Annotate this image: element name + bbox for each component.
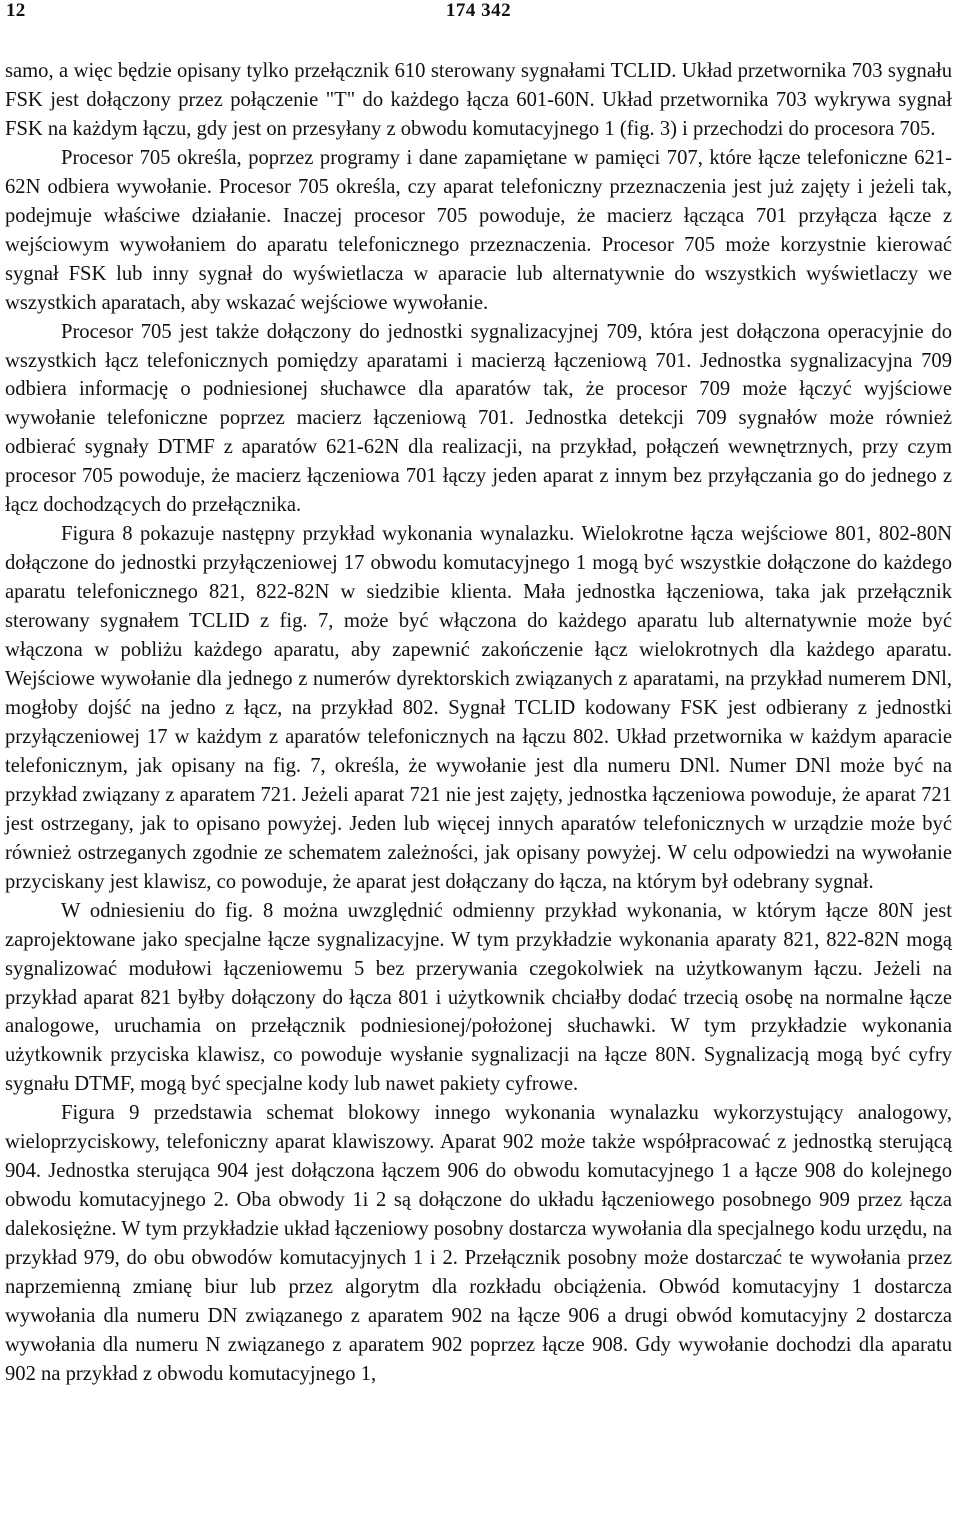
paragraph: samo, a więc będzie opisany tylko przełącznik 610 sterowany sygnałami TCLID. Układ przetwornika 703 sygnału FSK jest dołączony przez połączenie "T" do każdego łącza 601-60N. Układ przetwornika 703 wykrywa sygnał FSK na każdym łączu, gdy jest on przesyłany z obwodu komutacyjnego 1 (fig. 3) i przechodzi do procesora 705. (5, 60, 952, 140)
paragraph: Figura 9 przedstawia schemat blokowy innego wykonania wynalazku wykorzystujący analogowy, wieloprzyciskowy, telefoniczny aparat klawiszowy. Aparat 902 może także współpracować z jednostką sterującą 904. Jednostka sterująca 904 jest dołączona łączem 906 do obwodu komutacyjnego 1 a łącze 908 do kolejnego obwodu komutacyjnego 2. Oba obwody 1i 2 są dołączone do układu łączeniowego posobnego 909 przez łącza dalekosiężne. W tym przykładzie układ łączeniowy posobny dostarcza wywołania dla specjalnego kodu urzędu, na przykład 979, do obu obwodów komutacyjnych 1 i 2. Przełącznik posobny może dostarczać te wywołania przez naprzemienną zmianę biur lub przez algorytm dla rozkładu obciążenia. Obwód komutacyjny 1 dostarcza wywołania dla numeru DN związanego z aparatem 902 na łącze 906 a drugi obwód komutacyjny 2 dostarcza wywołania dla numeru N związanego z aparatem 902 poprzez łącze 908. Gdy wywołanie dochodzi dla aparatu 902 na przykład z obwodu komutacyjnego 1, (5, 1102, 952, 1385)
paragraph: Procesor 705 określa, poprzez programy i dane zapamiętane w pamięci 707, które łącze telefoniczne 621-62N odbiera wywołanie. Procesor 705 określa, czy aparat telefoniczny przeznaczenia jest już zajęty i jeżeli tak, podejmuje właściwe działanie. Inaczej procesor 705 powoduje, że macierz łącząca 701 przyłącza łącze z wejściowym wywołaniem do aparatu telefonicznego przeznaczenia. Procesor 705 może korzystnie kierować sygnał FSK lub inny sygnał do wyświetlacza w aparacie lub alternatywnie do wszystkich wyświetlaczy we wszystkich aparatach, aby wskazać wejściowe wywołanie. (5, 146, 952, 314)
body-text (5, 57, 952, 1389)
page-header (5, 0, 952, 40)
patent-number: 174 342 (445, 0, 512, 21)
page-number: 12 (6, 0, 26, 21)
paragraph: Procesor 705 jest także dołączony do jednostki sygnalizacyjnej 709, która jest dołączona operacyjnie do wszystkich łącz telefonicznych pomiędzy aparatami i macierzą łączeniową 701. Jednostka sygnalizacyjna 709 odbiera informację o podniesionej słuchawce dla aparatów tak, że procesor 709 może łączyć wyjściowe wywołanie telefoniczne poprzez macierz łączeniową 701. Jednostka detekcji 709 sygnałów może również odbierać sygnały DTMF z aparatów 621-62N dla realizacji, na przykład, połączeń wewnętrznych, przy czym procesor 705 powoduje, że macierz łączeniowa 701 łączy jeden aparat z innym bez przyłączania go do jednego z łącz dochodzących do przełącznika. (5, 320, 952, 517)
paragraph: Figura 8 pokazuje następny przykład wykonania wynalazku. Wielokrotne łącza wejściowe 801, 802-80N dołączone do jednostki przyłączeniowej 17 obwodu komutacyjnego 1 mogą być wszystkie dołączone do każdego aparatu telefonicznego 821, 822-82N w siedzibie klienta. Mała jednostka łączeniowa, taka jak przełącznik sterowany sygnałem TCLID z fig. 7, może być włączona do każdego aparatu lub alternatywnie może być włączona w pobliżu każdego aparatu, aby zapewnić zakończenie łącz wielokrotnych dla każdego aparatu. Wejściowe wywołanie dla jednego z numerów dyrektorskich związanych z aparatami, na przykład numerem DNl, mogłoby dojść na jedno z łącz, na przykład 802. Sygnał TCLID kodowany FSK jest odbierany z jednostki przyłączeniowej 17 w każdym z aparatów telefonicznych na łączu 802. Układ przetwornika w każdym aparacie telefonicznym, jak opisany na fig. 7, określa, że wywołanie jest dla numeru DNl. Numer DNl może być na przykład związany z aparatem 721. Jeżeli aparat 721 nie jest zajęty, jednostka łączeniowa powoduje, że aparat 721 jest ostrzegany, jak to opisano powyżej. Jeden lub więcej innych aparatów telefonicznych w urządzie może być również ostrzeganych zgodnie ze schematem zależności, jak opisany powyżej. W celu odpowiedzi na wywołanie przyciskany jest klawisz, co powoduje, że aparat jest dołączany do łącza, na którym był odebrany sygnał. (5, 523, 952, 893)
paragraph: W odniesieniu do fig. 8 można uwzględnić odmienny przykład wykonania, w którym łącze 80N jest zaprojektowane jako specjalne łącze sygnalizacyjne. W tym przykładzie wykonania aparaty 821, 822-82N mogą sygnalizować modułowi łączeniowemu 5 bez przerywania czegokolwiek na użytkowanym łączu. Jeżeli na przykład aparat 821 byłby dołączony do łącza 801 i użytkownik chciałby dodać trzecią osobę na normalne łącze analogowe, uruchamia on przełącznik podniesionej/położonej słuchawki. W tym przykładzie wykonania użytkownik przyciska klawisz, co powoduje wysłanie sygnalizacji na łącze 80N. Sygnalizacją mogą być cyfry sygnału DTMF, mogą być specjalne kody lub nawet pakiety cyfrowe. (5, 899, 952, 1096)
